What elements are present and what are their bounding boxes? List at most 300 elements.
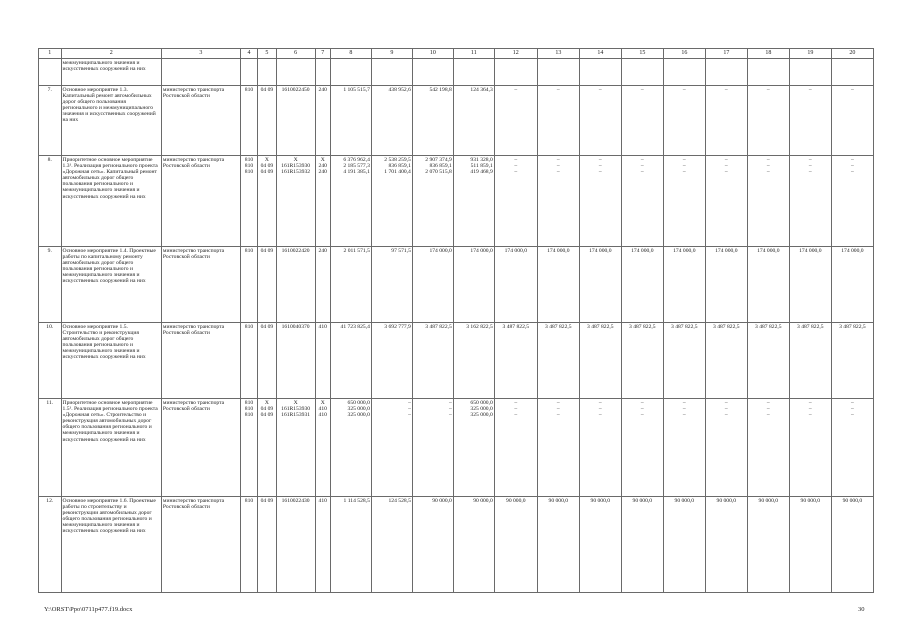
data-cell [453,156,494,247]
data-cell [789,86,831,156]
cell-value: – [808,400,812,406]
cell-value: – [766,412,770,419]
col-header: 19 [789,49,831,59]
cell-value: 650 000,0 [470,400,493,406]
cell-value: – [766,163,770,170]
cell-value: 3 487 822,5 [545,324,572,330]
data-cell [789,399,831,497]
measure-name: Основное мероприятие 1.3. Капитальный ремонт автомобильных дорог общего пользования регионального и межмуниципального значения и искусственных сооружений на них [61,86,161,156]
data-cell [240,399,257,497]
cell-value: Х [320,400,325,406]
data-cell [371,497,412,593]
budget-table [38,48,874,593]
data-cell [747,497,789,593]
cell-value: – [808,163,812,170]
data-cell [579,497,621,593]
cell-value: 1610022450 [281,87,310,93]
data-cell [240,247,257,323]
cell-value: 174 000,0 [841,248,864,254]
col-header: 20 [831,49,873,59]
cell-value: 174 000,0 [589,248,612,254]
data-cell [315,156,330,247]
data-cell [453,497,494,593]
table-row [39,156,874,247]
data-cell [240,323,257,399]
cell-value: 4 191 385,1 [343,169,370,176]
data-cell [494,86,537,156]
data-cell [579,399,621,497]
data-cell [453,247,494,323]
data-cell [621,323,663,399]
cell-value: 1610022430 [281,498,310,504]
col-header: 6 [276,49,315,59]
cell-value: – [724,157,728,163]
cell-value: 174 000,0 [504,248,527,254]
data-cell [412,247,453,323]
cell-value: – [682,163,686,170]
cell-value: 810 [244,163,254,170]
cell-value: – [682,157,686,163]
cell-value: – [808,412,812,419]
cell-value: 240 [318,248,327,254]
cell-value: – [514,412,518,419]
table-header-row [39,49,874,59]
row-number: 8. [39,156,62,247]
cell-value: 2 538 259,5 [384,157,411,163]
cell-value: 174 000,0 [799,248,822,254]
data-cell [579,156,621,247]
data-cell [494,156,537,247]
cell-value: – [598,157,602,163]
page-number: 30 [858,606,865,613]
cell-value: 90 000,0 [506,498,526,504]
data-cell [371,86,412,156]
col-header: 1 [39,49,62,59]
cell-value: 1610022420 [281,248,310,254]
data-cell [412,323,453,399]
cell-value: – [808,406,812,413]
data-cell [330,156,371,247]
data-cell [412,497,453,593]
data-cell [258,399,276,497]
data-cell [537,323,579,399]
data-cell [705,86,747,156]
cell-value: – [766,157,770,163]
cell-value: – [598,163,602,170]
cell-value: 1610040370 [281,324,310,330]
measure-name: Основное мероприятие 1.4. Проектные работы по капитальному ремонту автомобильных дорог общего пользования регионального и межмуниципального значения и искусственных сооружений на них [61,247,161,323]
data-cell [705,497,747,593]
cell-value: 240 [318,169,327,176]
cell-value: – [514,87,518,93]
cell-value: 04 09 [260,324,274,330]
data-cell [537,86,579,156]
cell-value: 2 907 374,9 [425,157,452,163]
cell-value: – [724,163,728,170]
data-cell [831,156,873,247]
cell-value: – [640,157,644,163]
data-cell [330,497,371,593]
cell-value: 97 571,5 [391,248,411,254]
cell-value: – [514,157,518,163]
data-cell [276,497,315,593]
data-cell [579,86,621,156]
cell-value: – [640,406,644,413]
row-number: 7. [39,86,62,156]
cell-value: – [682,406,686,413]
data-cell [276,156,315,247]
cell-value: 810 [244,169,254,176]
cell-value: 1 701 400,4 [384,169,411,176]
cell-value: Х [293,157,298,163]
data-cell [831,497,873,593]
cell-value: – [556,163,560,170]
cell-value: – [449,412,452,419]
col-header: 15 [621,49,663,59]
col-header: 16 [663,49,705,59]
cell-value: 90 000,0 [632,498,653,504]
data-cell [258,497,276,593]
responsible-executor: министерство транспорта Ростовской области [161,86,240,156]
col-header: 7 [315,49,330,59]
cell-value: 3 487 822,5 [839,324,866,330]
data-cell [621,247,663,323]
col-header: 5 [258,49,276,59]
col-header: 3 [161,49,240,59]
cell-value: 810 [244,157,254,163]
row-number: 9. [39,247,62,323]
cell-value: 174 000,0 [673,248,696,254]
cell-value: – [682,412,686,419]
cell-value: 04 09 [260,169,274,176]
cell-value: Х [264,157,269,163]
data-cell [453,86,494,156]
col-header: 11 [453,49,494,59]
data-cell [371,399,412,497]
col-header: 14 [579,49,621,59]
data-cell [453,323,494,399]
cell-value: 810 [244,498,254,504]
cell-value: 90 000,0 [432,498,452,504]
data-cell [371,156,412,247]
data-cell [663,247,705,323]
cell-value: 04 09 [260,498,274,504]
data-cell [315,247,330,323]
data-cell [537,247,579,323]
cell-value: – [724,412,728,419]
table-row [39,247,874,323]
data-cell [494,497,537,593]
data-cell [315,86,330,156]
responsible-executor: министерство транспорта Ростовской области [161,497,240,593]
cell-value: 04 09 [260,406,274,413]
cell-value: – [724,400,728,406]
data-cell [705,156,747,247]
cell-value: 174 000,0 [547,248,570,254]
cell-value: 1 105 515,7 [343,87,370,93]
cell-value: 3 487 822,5 [629,324,656,330]
data-cell [663,497,705,593]
data-cell [831,247,873,323]
data-cell [494,399,537,497]
cell-value: – [598,87,602,93]
data-cell [831,399,873,497]
cell-value: 04 09 [260,248,274,254]
data-cell [789,247,831,323]
cell-value: 90 000,0 [716,498,737,504]
cell-value: – [808,87,812,93]
cell-value: 438 952,6 [388,87,411,93]
table-row [39,86,874,156]
data-cell [663,323,705,399]
cell-value: 161R153930 [281,163,311,170]
cell-value: – [514,163,518,170]
table-row-continuation [39,59,874,86]
data-cell [371,247,412,323]
data-cell [537,156,579,247]
col-header: 18 [747,49,789,59]
data-cell [258,247,276,323]
cell-value: – [598,406,602,413]
data-cell [330,323,371,399]
cell-value: 810 [244,406,254,413]
cell-value: 325 000,0 [470,412,493,419]
data-cell [240,156,257,247]
cell-value: – [556,157,560,163]
cell-value: – [682,400,686,406]
cell-value: – [556,400,560,406]
cell-value: 240 [318,87,327,93]
cell-value: – [640,412,644,419]
data-cell [831,86,873,156]
data-cell [663,86,705,156]
data-cell [663,156,705,247]
cell-value: 3 487 822,5 [502,324,530,330]
cell-value: – [808,169,812,176]
data-cell [315,497,330,593]
data-cell [276,247,315,323]
col-header: 17 [705,49,747,59]
cell-value: 90 000,0 [758,498,779,504]
data-cell [330,247,371,323]
cell-value: – [408,400,411,406]
cell-value: 04 09 [260,87,274,93]
cell-value: 650 000,0 [347,400,370,406]
cell-value: 2 185 577,3 [343,163,370,170]
data-cell [276,86,315,156]
cell-value: 3 487 822,5 [797,324,824,330]
responsible-executor: министерство транспорта Ростовской области [161,323,240,399]
cell-value: – [598,412,602,419]
measure-name: Основное мероприятие 1.5. Строительство и реконструкция автомобильных дорог общего пользования регионального и межмуниципального значения и искусственных сооружений на них [61,323,161,399]
cell-value: 410 [318,324,327,330]
cell-value: 2 011 571,5 [343,248,370,254]
measure-name: Приоритетное основное мероприятие 1.5¹. Реализация регионального проекта «Дорожная сеть». Строительство и реконструкция автомобильных дорог общего пользования регионального и межмуниципального значения и искусственных сооружений на них [61,399,161,497]
cell-value: – [408,412,411,419]
cell-value: 174 000,0 [715,248,738,254]
cell-value: 325 000,0 [347,406,370,413]
data-cell [747,86,789,156]
cell-value: – [724,169,728,176]
row-number: 11. [39,399,62,497]
col-header: 12 [494,49,537,59]
cell-value: 931 328,0 [470,157,493,163]
cell-value: – [556,169,560,176]
cell-value: 3 487 822,5 [671,324,698,330]
data-cell [412,399,453,497]
data-cell [705,323,747,399]
cell-value: 90 000,0 [842,498,863,504]
measure-name: Основное мероприятие 1.6. Проектные работы по строительству и реконструкции автомобильных дорог общего пользования регионального и межмуниципального значения и искусственных сооружений на них [61,497,161,593]
measure-name: Приоритетное основное мероприятие 1.3¹. Реализация регионального проекта «Дорожная сеть». Капитальный ремонт автомобильных дорог общего пользования регионального и межмуниципального значения и искусственных сооружений на них [61,156,161,247]
cell-value: – [766,87,770,93]
cell-value: 836 859,1 [388,163,411,170]
cell-value: 410 [318,412,327,419]
table-row [39,323,874,399]
data-cell [494,323,537,399]
data-cell [831,323,873,399]
data-cell [789,323,831,399]
col-header: 2 [61,49,161,59]
cell-value: Х [320,157,325,163]
cell-value: 325 000,0 [347,412,370,419]
data-cell [412,156,453,247]
cell-value: – [851,400,854,406]
data-cell [621,156,663,247]
cell-value: – [514,400,518,406]
cell-value: – [449,400,452,406]
data-cell [537,497,579,593]
table-row [39,399,874,497]
data-cell [494,247,537,323]
cell-value: Х [293,400,298,406]
cell-value: 174 000,0 [631,248,654,254]
cell-value: 325 000,0 [470,406,493,413]
cell-value: – [851,412,854,419]
cell-value: – [766,169,770,176]
col-header: 10 [412,49,453,59]
cell-value: – [598,169,602,176]
cell-value: 161R153932 [281,169,311,176]
cell-value: 90 000,0 [800,498,821,504]
cell-value: 3 162 822,5 [466,324,493,330]
data-cell [705,399,747,497]
data-cell [621,497,663,593]
cell-value: 810 [244,248,254,254]
cell-value: Х [264,400,269,406]
cell-value: 90 000,0 [473,498,493,504]
data-cell [330,86,371,156]
cell-value: – [808,157,812,163]
cell-value: 04 09 [260,163,274,170]
cell-value: – [851,163,854,170]
cell-value: 810 [244,324,254,330]
cell-value: – [851,87,854,93]
cell-value: 3 487 822,5 [425,324,452,330]
data-cell [371,323,412,399]
cell-value: – [514,169,518,176]
cell-value: – [598,400,602,406]
row-number: 10. [39,323,62,399]
cell-value: 161R153931 [281,412,311,419]
data-cell [276,323,315,399]
cell-value: 2 070 515,8 [425,169,452,176]
cell-value: – [724,87,728,93]
cell-value: – [851,157,854,163]
cell-value: 174 000,0 [470,248,493,254]
data-cell [621,86,663,156]
cell-value: 41 723 825,4 [340,324,370,330]
cell-value: 90 000,0 [674,498,695,504]
cell-value: – [640,400,644,406]
cell-value: 419 468,9 [470,169,493,176]
cell-value: 410 [318,498,327,504]
cell-value: – [851,169,854,176]
data-cell [315,323,330,399]
data-cell [747,156,789,247]
data-cell [789,156,831,247]
cell-value: 04 09 [260,412,274,419]
col-header: 8 [330,49,371,59]
data-cell [240,86,257,156]
cell-value: 410 [318,406,327,413]
data-cell [258,156,276,247]
cell-value: – [724,406,728,413]
cell-value: 1 114 528,5 [343,498,370,504]
cell-value: 810 [244,400,254,406]
cell-value: 240 [318,163,327,170]
cell-value: – [851,406,854,413]
cell-value: 161R153930 [281,406,311,413]
cell-value: – [408,406,411,413]
responsible-executor: министерство транспорта Ростовской области [161,247,240,323]
cell-value: 542 198,8 [429,87,452,93]
data-cell [330,399,371,497]
cell-value: – [514,406,518,413]
data-cell [663,399,705,497]
cell-value: 174 000,0 [757,248,780,254]
data-cell [579,247,621,323]
measure-name: межмуниципального значения и искусственных сооружений на них [61,59,161,86]
cell-value: 90 000,0 [548,498,569,504]
cell-value: 3 692 777,9 [384,324,411,330]
cell-value: – [556,412,560,419]
cell-value: 511 859,1 [470,163,493,170]
row-number: 12. [39,497,62,593]
data-cell [412,86,453,156]
data-cell [579,323,621,399]
cell-value: – [682,169,686,176]
cell-value: – [640,163,644,170]
data-cell [747,399,789,497]
data-cell [258,86,276,156]
data-cell [747,247,789,323]
cell-value: 836 859,1 [429,163,452,170]
footer-file-path: Y:\ORST\Ppo\0711p477.f19.docx [44,606,133,613]
cell-value: 3 487 822,5 [755,324,782,330]
table-row [39,497,874,593]
data-cell [621,399,663,497]
data-cell [453,399,494,497]
cell-value: – [640,169,644,176]
cell-value: 3 487 822,5 [587,324,614,330]
data-cell [240,497,257,593]
cell-value: 174 000,0 [429,248,452,254]
data-cell [258,323,276,399]
responsible-executor: министерство транспорта Ростовской области [161,399,240,497]
col-header: 4 [240,49,257,59]
cell-value: 3 487 822,5 [713,324,740,330]
